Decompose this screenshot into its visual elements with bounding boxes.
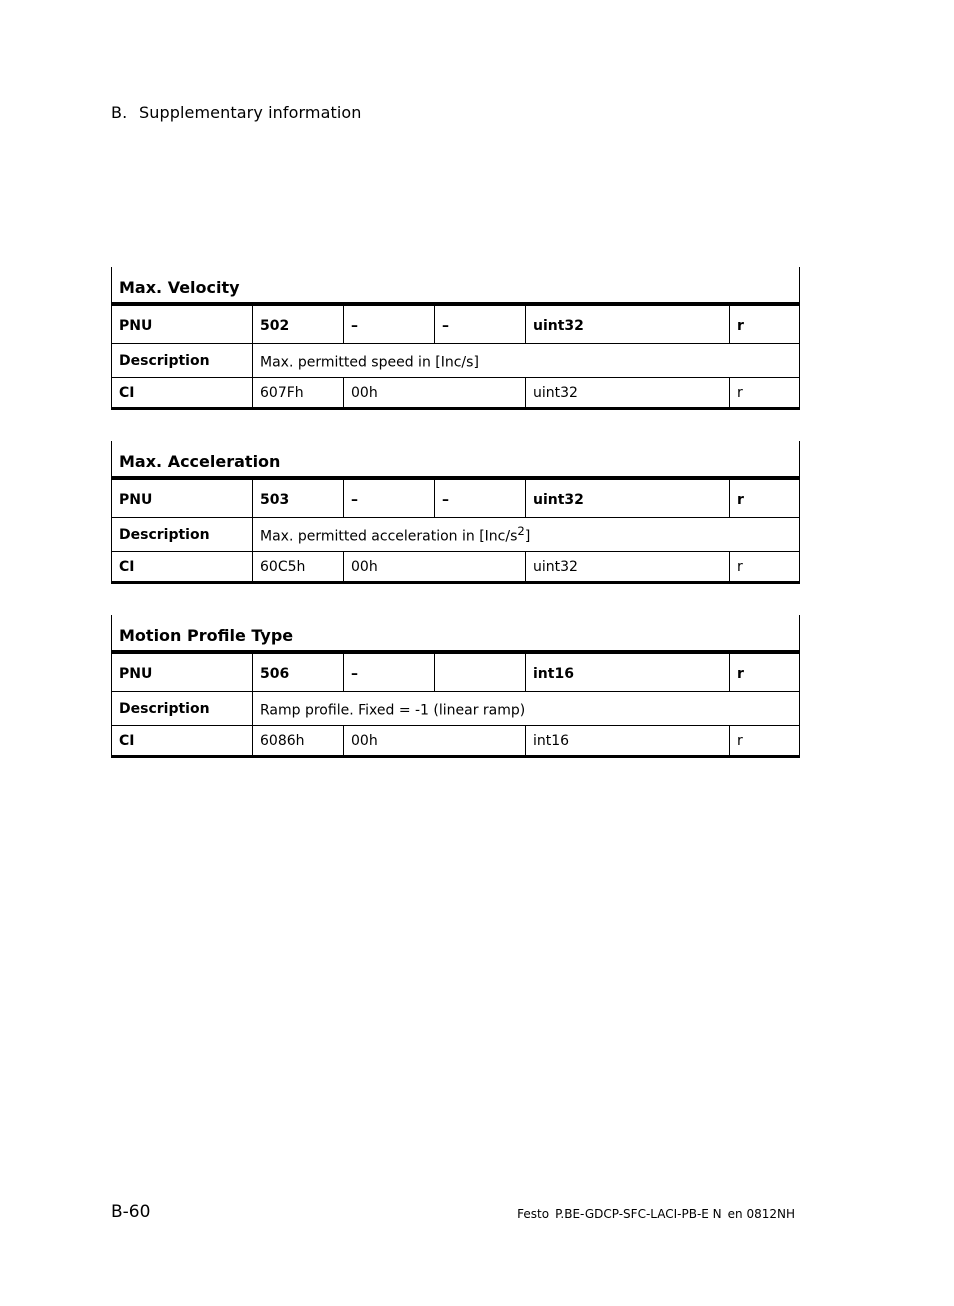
pnu-label: PNU <box>112 304 253 344</box>
ci-label: CI <box>112 552 253 583</box>
pnu-type: uint32 <box>526 304 730 344</box>
ci-index: 607Fh <box>253 378 344 409</box>
document-reference <box>517 1207 795 1221</box>
description-label: Description <box>112 692 253 726</box>
table-title: Motion Profile Type <box>112 615 800 652</box>
pnu-value: 503 <box>253 478 344 518</box>
document-id: P.BE-GDCP-SFC-LACI-PB-E N <box>555 1207 722 1221</box>
section-title: Supplementary information <box>139 103 362 122</box>
ci-subindex: 00h <box>344 552 526 583</box>
parameter-table-max-velocity <box>111 267 800 410</box>
pnu-access: r <box>730 478 800 518</box>
parameter-table-motion-profile-type <box>111 615 800 758</box>
ci-row <box>112 378 800 409</box>
description-text: Ramp profile. Fixed = -1 (linear ramp) <box>253 692 800 726</box>
ci-type: int16 <box>526 726 730 757</box>
ci-label: CI <box>112 378 253 409</box>
pnu-access: r <box>730 304 800 344</box>
pnu-value: 502 <box>253 304 344 344</box>
pnu-label: PNU <box>112 652 253 692</box>
description-label: Description <box>112 344 253 378</box>
ci-subindex: 00h <box>344 726 526 757</box>
description-text: Max. permitted speed in [Inc/s] <box>253 344 800 378</box>
company-name: Festo <box>517 1207 550 1221</box>
pnu-sub1: – <box>344 304 435 344</box>
parameter-table-max-acceleration <box>111 441 800 584</box>
ci-index: 6086h <box>253 726 344 757</box>
pnu-label: PNU <box>112 478 253 518</box>
description-row <box>112 344 800 378</box>
pnu-type: uint32 <box>526 478 730 518</box>
description-row <box>112 518 800 552</box>
description-text: Max. permitted acceleration in $[Inc/s^2]$ <box>253 518 800 552</box>
pnu-sub1: – <box>344 652 435 692</box>
pnu-row <box>112 304 800 344</box>
table-title: Max. Acceleration <box>112 441 800 478</box>
description-row <box>112 692 800 726</box>
description-label: Description <box>112 518 253 552</box>
ci-label: CI <box>112 726 253 757</box>
pnu-row <box>112 478 800 518</box>
ci-access: r <box>730 552 800 583</box>
pnu-row <box>112 652 800 692</box>
ci-type: uint32 <box>526 552 730 583</box>
pnu-type: int16 <box>526 652 730 692</box>
ci-type: uint32 <box>526 378 730 409</box>
ci-access: r <box>730 726 800 757</box>
pnu-value: 506 <box>253 652 344 692</box>
pnu-sub2: – <box>435 478 526 518</box>
pnu-sub1: – <box>344 478 435 518</box>
ci-row <box>112 552 800 583</box>
ci-index: 60C5h <box>253 552 344 583</box>
edition: en 0812NH <box>727 1207 795 1221</box>
page-header <box>111 103 362 122</box>
table-title: Max. Velocity <box>112 267 800 304</box>
pnu-sub2 <box>435 652 526 692</box>
ci-row <box>112 726 800 757</box>
section-number: B. <box>111 103 128 122</box>
ci-subindex: 00h <box>344 378 526 409</box>
page-number: B-60 <box>111 1202 151 1222</box>
pnu-sub2: – <box>435 304 526 344</box>
ci-access: r <box>730 378 800 409</box>
pnu-access: r <box>730 652 800 692</box>
